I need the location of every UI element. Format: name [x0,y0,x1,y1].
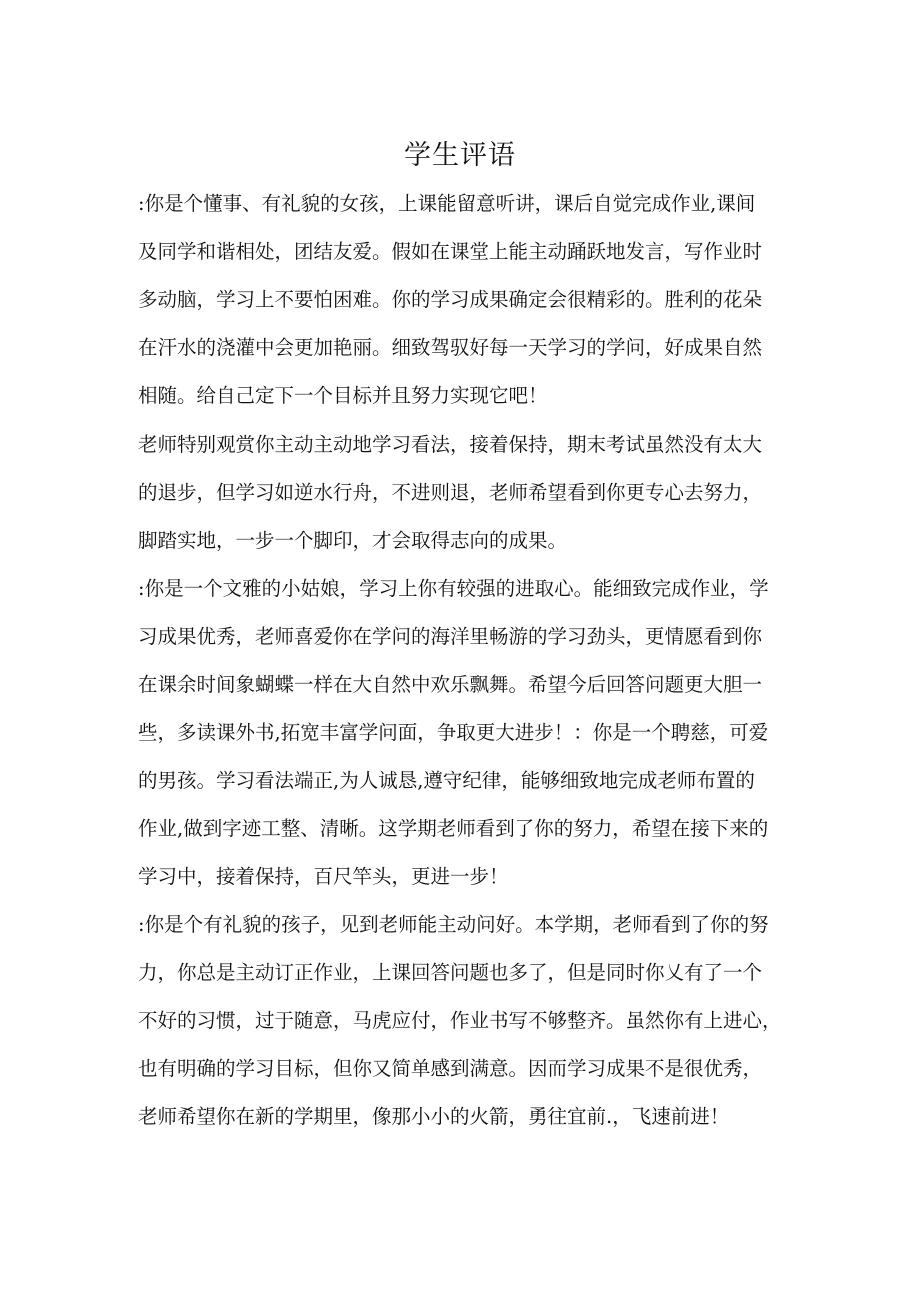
text-line: 脚踏实地，一步一个脚印，才会取得志向的成果。 [138,529,568,552]
text-line: 在课余时间象蝴蝶一样在大自然中欢乐飘舞。希望今后回答问题更大胆一 [138,673,763,696]
text-line: 习成果优秀，老师喜爱你在学问的海洋里畅游的学习劲头，更情愿看到你 [138,625,763,648]
text-line: 相随。给自己定下一个目标并且努力实现它吧！ [138,384,548,407]
text-line: 作业,做到字迹工整、清晰。这学期老师看到了你的努力，希望在接下来的 [138,817,769,840]
text-line: :你是个懂事、有礼貌的女孩，上课能留意听讲，课后自觉完成作业,课间 [138,192,756,215]
text-line: 学习中，接着保持，百尺竿头，更进一步！ [138,865,509,888]
text-line: 老师希望你在新的学期里，像那小小的火箭，勇往宜前.，飞速前进！ [138,1105,730,1128]
text-line: 不好的习惯，过于随意，马虎应付，作业书写不够整齐。虽然你有上进心， [138,1009,782,1032]
text-line: 力，你总是主动订正作业，上课回答问题也多了，但是同时你乂有了一个 [138,961,763,984]
text-line: 也有明确的学习目标，但你又简单感到满意。因而学习成果不是很优秀， [138,1057,763,1080]
text-line: 及同学和谐相处，团结友爱。假如在课堂上能主动踊跃地发言，写作业时 [138,240,763,263]
text-line: 在汗水的浇灌中会更加艳丽。细致驾驭好每一天学习的学问，好成果自然 [138,336,763,359]
text-line: :你是个有礼貌的孩子，见到老师能主动问好。本学期，老师看到了你的努 [138,913,769,936]
text-line: 老师特别观赏你主动主动地学习看法，接着保持，期末考试虽然没有太大 [138,433,763,456]
text-line: 多动脑，学习上不要怕困难。你的学习成果确定会很精彩的。胜利的花朵 [138,288,763,311]
page-title: 学生评语 [404,140,516,171]
text-line: 的男孩。学习看法端正,为人诚恳,遵守纪律，能够细致地完成老师布置的 [138,769,755,792]
text-line: 些，多读课外书,拓宽丰富学问面，争取更大进步！：你是一个聘慈，可爱 [138,721,769,744]
text-line: 的退步，但学习如逆水行舟，不进则退，老师希望看到你更专心去努力， [138,481,763,504]
text-line: :你是一个文雅的小姑娘，学习上你有较强的进取心。能细致完成作业，学 [138,577,769,600]
